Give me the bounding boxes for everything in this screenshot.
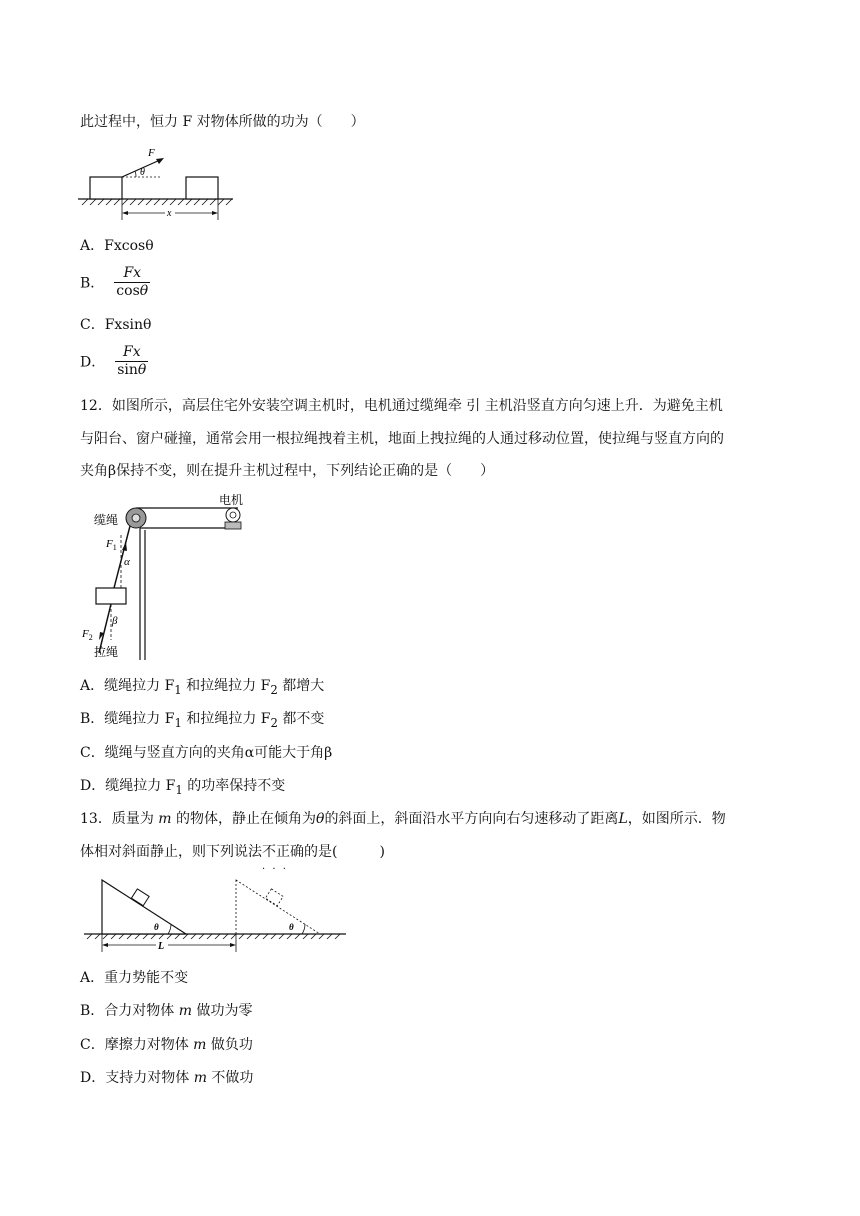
q11-option-a-text: Fxcosθ xyxy=(104,238,154,254)
q12-option-b-text-2: 和拉绳拉力 F xyxy=(181,711,271,727)
q13-option-d-text-2: 不做功 xyxy=(206,1070,254,1086)
q12-fig-label-beta: β xyxy=(112,615,118,627)
q12-option-c-text-1: 缆绳与竖直方向的夹角α可能大于角β xyxy=(104,745,333,761)
q13-option-d[interactable] xyxy=(80,1068,253,1088)
q13-option-b[interactable] xyxy=(80,1001,252,1021)
q13-option-a-text-1: 重力势能不变 xyxy=(104,970,189,986)
q12-figure xyxy=(78,490,258,662)
q11-option-d-fraction xyxy=(115,344,148,379)
q12-option-a[interactable] xyxy=(80,676,324,700)
q13-fig-label-L: L xyxy=(158,941,165,952)
q13-option-b-key: B． xyxy=(80,1003,105,1019)
q13-stem-L: L xyxy=(618,811,628,827)
q13-option-c-text-2: 做负功 xyxy=(206,1037,253,1053)
q13-option-b-m: m xyxy=(178,1003,193,1019)
q12-option-b[interactable] xyxy=(80,709,324,733)
q12-fig-label-motor: 电机 xyxy=(219,493,244,507)
q12-stem-line-3: 夹角β保持不变，则在提升主机过程中，下列结论正确的是（ ） xyxy=(80,463,495,479)
q13-option-c-m: m xyxy=(193,1037,207,1053)
q13-stem-2b: 的是( ) xyxy=(304,844,385,860)
q13-option-d-text-1: 支持力对物体 xyxy=(105,1070,194,1086)
q13-fig-label-theta-1: θ xyxy=(154,922,159,932)
q12-option-a-sub-1: 1 xyxy=(174,682,182,697)
q13-option-d-key: D． xyxy=(80,1070,106,1086)
q12-option-d-text-1: 缆绳拉力 F xyxy=(105,778,176,794)
q11-option-d-key: D． xyxy=(80,354,106,371)
q12-fig-label-f1-sub: 1 xyxy=(112,543,117,552)
q13-stem-emphasis: 不正确 · · · xyxy=(262,844,304,860)
q13-option-b-text-1: 合力对物体 xyxy=(104,1003,179,1019)
q12-fig-label-f2-sub: 2 xyxy=(88,633,93,642)
q11-option-b-den-fn: cos xyxy=(116,283,140,299)
q13-stem-theta: θ xyxy=(316,811,325,827)
q11-option-b-den-var: θ xyxy=(139,283,149,299)
q12-option-a-text-3: 都增大 xyxy=(277,678,325,694)
q11-fig-label-F: F xyxy=(148,147,155,159)
q12-stem-line-2: 与阳台、窗户碰撞，通常会用一根拉绳拽着主机，地面上拽拉绳的人通过移动位置，使拉绳与竖直方向的 xyxy=(80,431,724,447)
q13-fig-label-theta-2: θ xyxy=(289,922,294,932)
svg-text:F1 xyxy=(105,538,117,552)
q13-stem-1d: ，如图所示．物 xyxy=(627,811,726,827)
q11-option-a-key: A． xyxy=(80,238,105,254)
q12-option-b-sub-1: 1 xyxy=(174,715,182,730)
q12-option-a-sub-2: 2 xyxy=(270,682,278,697)
q12-fig-label-f1: F xyxy=(106,538,113,550)
q12-option-c-key: C． xyxy=(80,745,105,761)
q13-stem-line-2 xyxy=(80,842,385,862)
q13-option-b-text-2: 做功为零 xyxy=(192,1003,253,1019)
q11-figure xyxy=(78,144,238,220)
q13-option-c-key: C． xyxy=(80,1037,105,1053)
q13-option-a-key: A． xyxy=(80,970,105,986)
q12-option-d-key: D． xyxy=(80,778,106,794)
q13-stem-m: m xyxy=(158,811,172,827)
q12-option-d-text-2: 的功率保持不变 xyxy=(182,778,286,794)
q12-option-d-sub-1: 1 xyxy=(175,782,183,797)
q11-option-a[interactable] xyxy=(80,236,154,256)
q13-option-a[interactable] xyxy=(80,968,188,988)
q11-option-c-text: Fxsinθ xyxy=(104,317,152,333)
q11-option-d-numerator: Fx xyxy=(115,344,148,362)
q13-option-c[interactable] xyxy=(80,1035,253,1055)
q12-option-b-text-3: 都不变 xyxy=(277,711,325,727)
q12-stem-line-1: 12．如图所示，高层住宅外安装空调主机时，电机通过缆绳牵 引 主机沿竖直方向匀速上升．为避免主机 xyxy=(80,398,723,414)
q11-stem: 此过程中，恒力 F 对物体所做的功为（ ） xyxy=(80,114,365,130)
q13-stem-line-1 xyxy=(80,809,726,829)
svg-text:F2 xyxy=(81,628,93,642)
q11-option-b-key: B． xyxy=(80,275,105,292)
q13-stem-2a: 体相对斜面静止，则下列说法 xyxy=(80,844,262,860)
q12-option-a-key: A． xyxy=(80,678,105,694)
q13-option-d-m: m xyxy=(193,1070,207,1086)
q12-option-a-text-1: 缆绳拉力 F xyxy=(104,678,175,694)
q11-option-c-key: C． xyxy=(80,317,105,333)
q11-option-c[interactable] xyxy=(80,315,151,335)
q12-fig-label-f2: F xyxy=(82,628,89,640)
q12-option-b-sub-2: 2 xyxy=(270,715,278,730)
q13-stem-1a: 13．质量为 xyxy=(80,811,159,827)
q13-stem-1b: 的物体，静止在倾角为 xyxy=(171,811,316,827)
q11-fig-label-x: x xyxy=(167,208,172,219)
q11-option-b-fraction xyxy=(114,265,150,300)
q11-option-b-numerator: Fx xyxy=(114,265,150,283)
q12-option-b-key: B． xyxy=(80,711,105,727)
q11-option-d-den-fn: sin xyxy=(117,362,138,378)
q11-option-d-den-var: θ xyxy=(137,362,147,378)
q13-figure xyxy=(84,872,348,952)
q12-fig-label-cable: 缆绳 xyxy=(94,513,119,527)
q12-option-a-text-2: 和拉绳拉力 F xyxy=(181,678,271,694)
q13-option-c-text-1: 摩擦力对物体 xyxy=(104,1037,194,1053)
q11-option-b[interactable] xyxy=(80,265,150,300)
q12-fig-label-alpha: α xyxy=(124,556,130,568)
q11-option-d[interactable] xyxy=(80,344,148,379)
q12-option-d[interactable] xyxy=(80,776,285,800)
q12-fig-label-rope: 拉绳 xyxy=(94,645,119,659)
q12-option-b-text-1: 缆绳拉力 F xyxy=(104,711,175,727)
q11-fig-label-theta: θ xyxy=(140,167,145,178)
q12-option-c[interactable] xyxy=(80,743,332,763)
q13-stem-1c: 的斜面上，斜面沿水平方向向右匀速移动了距离 xyxy=(324,811,619,827)
